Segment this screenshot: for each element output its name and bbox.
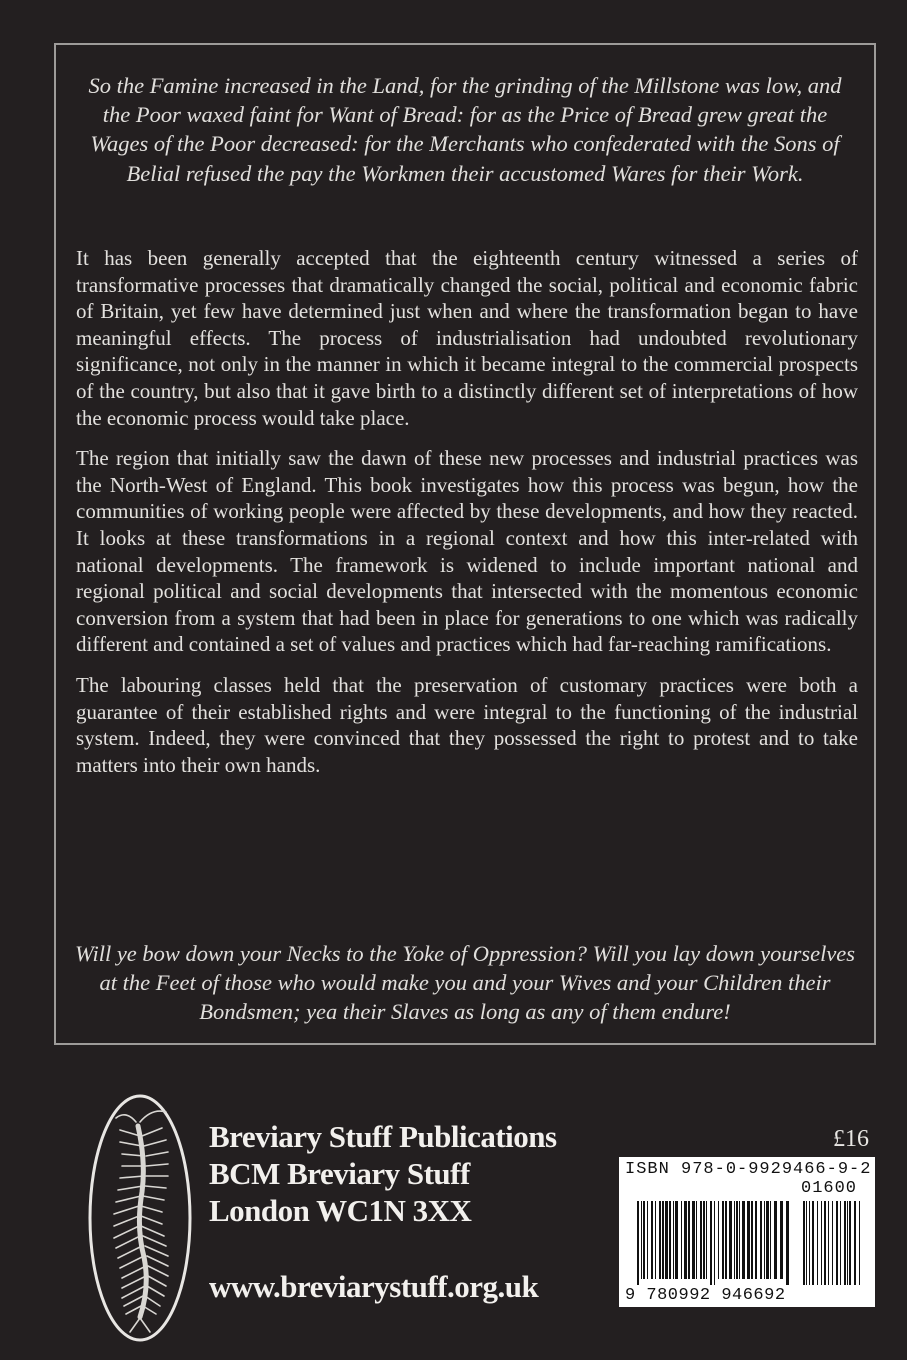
addon-code: 01600 xyxy=(801,1179,858,1198)
barcode-bar xyxy=(736,1201,738,1279)
addon-bar xyxy=(854,1201,856,1285)
barcode-bar xyxy=(786,1201,789,1285)
barcode-bar xyxy=(655,1201,656,1279)
barcode-bar xyxy=(760,1201,762,1279)
barcode-bar xyxy=(665,1201,668,1279)
barcode-bar xyxy=(742,1201,745,1279)
barcode-bar xyxy=(722,1201,724,1279)
addon-bar xyxy=(849,1201,851,1285)
ean-digits: 9 780992 946692 xyxy=(625,1286,786,1305)
barcode-bar xyxy=(747,1201,750,1279)
barcode-bar xyxy=(696,1201,697,1279)
barcode-bar xyxy=(764,1201,765,1279)
barcode-bar xyxy=(734,1201,735,1279)
barcode-bar xyxy=(641,1201,642,1279)
barcode-bar xyxy=(751,1201,753,1279)
barcode-bar xyxy=(681,1201,682,1279)
barcode-bar xyxy=(718,1201,719,1279)
barcode-bar xyxy=(706,1201,707,1279)
isbn-label: ISBN 978-0-9929466-9-2 xyxy=(625,1160,872,1179)
barcode-bar xyxy=(766,1201,769,1279)
addon-bar xyxy=(859,1201,860,1285)
barcode-bar xyxy=(675,1201,678,1279)
barcode-bar xyxy=(700,1201,702,1279)
blurb-paragraph-3: The labouring classes held that the preservation of customary practices were both a guarantee of their established rights and were integral to the functioning of the industrial system. Indeed, they were convinced that they possessed the right to protest and to take matters into their own hands. xyxy=(76,672,858,777)
blurb xyxy=(76,245,858,792)
addon-bar xyxy=(803,1201,805,1285)
barcode-bar xyxy=(729,1201,732,1279)
addon-bar xyxy=(847,1201,848,1285)
addon-bar xyxy=(806,1201,807,1285)
barcode-bar xyxy=(659,1201,661,1279)
closing-quote: Will ye bow down your Necks to the Yoke of Oppression? Will you lay down yourselves at the Feet of those who would make you and your Wives and your Children their Bondsmen; yea their Slaves as long as any of them endure! xyxy=(74,941,856,1025)
addon-bar xyxy=(832,1201,833,1285)
barcode-bar xyxy=(774,1201,777,1279)
barcode-bar xyxy=(710,1201,712,1285)
price-label: £16 xyxy=(833,1126,869,1152)
barcode-bar xyxy=(714,1201,715,1285)
addon-bar xyxy=(817,1201,818,1285)
addon-bar xyxy=(844,1201,846,1285)
barcode-bar xyxy=(637,1201,639,1285)
opening-quote: So the Famine increased in the Land, for the grinding of the Millstone was low, and the Poor waxed faint for Want of Bread: for as the Price of Bread grew great the Wages of the Poor decreased: for the Merchants who confederated with the Sons of Belial refused the pay the Workmen their accustomed Wares for their Work. xyxy=(88,73,842,186)
barcode-bars xyxy=(627,1201,871,1287)
barcode-bar xyxy=(662,1201,664,1279)
addon-bar xyxy=(836,1201,838,1285)
text-panel xyxy=(54,43,876,1045)
addon-bar xyxy=(828,1201,829,1285)
addon-bar xyxy=(821,1201,822,1285)
barcode-bar xyxy=(651,1201,653,1279)
barcode-bar xyxy=(643,1201,645,1279)
barcode-bar xyxy=(669,1201,671,1279)
barcode-bar xyxy=(755,1201,757,1279)
barcode-bar xyxy=(703,1201,705,1279)
addon-bar xyxy=(840,1201,841,1285)
barcode-bar xyxy=(688,1201,690,1279)
blurb-paragraph-2: The region that initially saw the dawn of these new processes and industrial practices was the North-West of England. This book investigates how this process was begun, how the communities of working people were affected by these developments, and how they reacted. It looks at these transformations in a regional context and how this inter-related with national developments. The framework is widened to include important national and regional political and social developments that intersected with the momentous economic conversion from a system that had been in place for generations to one which was radically different and contained a set of values and practices which had far-reaching ramifications. xyxy=(76,446,858,657)
address-line-1: BCM Breviary Stuff xyxy=(209,1156,470,1191)
barcode-bar xyxy=(739,1201,740,1279)
barcode-bar xyxy=(673,1201,674,1279)
barcode-bar xyxy=(684,1201,687,1279)
blurb-paragraph-1: It has been generally accepted that the eighteenth century witnessed a series of transformative processes that dramatically changed the social, political and economic fabric of Britain, yet few have determined just when and where the transformation began to have meaningful effects. The process of industrialisation had undoubted revolutionary significance, not only in the manner in which it became integral to the commercial prospects of the country, but also that it gave birth to a distinctly different set of interpretations of how the economic process would take place. xyxy=(76,246,858,430)
addon-bar xyxy=(824,1201,826,1285)
barcode-bar xyxy=(692,1201,695,1279)
address-line-2: London WC1N 3XX xyxy=(209,1193,472,1228)
barcode-bar xyxy=(647,1201,648,1279)
addon-bar xyxy=(812,1201,814,1285)
publisher-address xyxy=(209,1118,557,1229)
barcode-bar xyxy=(770,1201,771,1279)
centipede-icon xyxy=(86,1092,194,1344)
isbn-barcode xyxy=(616,1154,878,1310)
barcode-bar xyxy=(780,1201,783,1279)
addon-bar xyxy=(809,1201,810,1285)
website-link[interactable]: www.breviarystuff.org.uk xyxy=(209,1269,539,1304)
publisher-name: Breviary Stuff Publications xyxy=(209,1119,557,1154)
barcode-bar xyxy=(725,1201,727,1279)
